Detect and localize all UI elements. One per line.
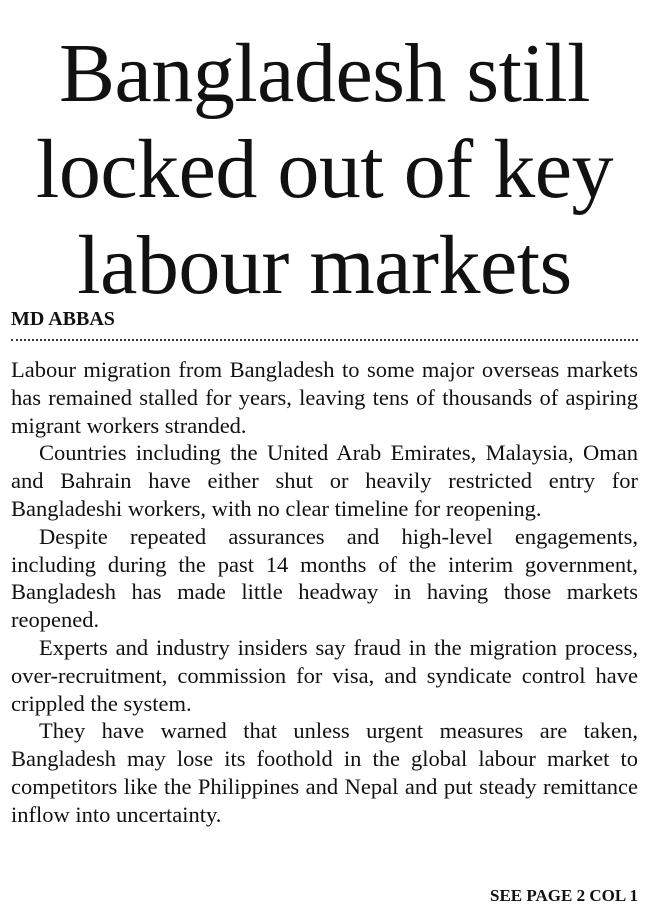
- headline-line: locked out of key: [36, 123, 613, 216]
- paragraph: Labour migration from Bangladesh to some major overseas markets has remained stalled for years, leaving tens of thousands of aspiring migrant workers stranded.: [11, 357, 638, 438]
- headline-line: Bangladesh still: [59, 27, 590, 120]
- byline: MD ABBAS: [11, 308, 115, 330]
- dotted-divider: [11, 339, 638, 341]
- headline: [0, 26, 649, 314]
- paragraph: They have warned that unless urgent measures are taken, Bangladesh may lose its foothold in the global labour market to competitors like the Philippines and Nepal and put steady remittance inflow into uncertainty.: [11, 718, 638, 827]
- paragraph: Despite repeated assurances and high-level engagements, including during the past 14 months of the interim government, Bangladesh has made little headway in having those markets reopened.: [11, 523, 638, 633]
- continuation-note: SEE PAGE 2 COL 1: [490, 886, 638, 905]
- paragraph: Countries including the United Arab Emirates, Malaysia, Oman and Bahrain have either shut or heavily restricted entry for Bangladeshi workers, with no clear timeline for reopening.: [11, 440, 638, 521]
- headline-line: labour markets: [77, 219, 572, 312]
- article-body: [11, 356, 638, 829]
- paragraph: Experts and industry insiders say fraud in the migration process, over-recruitment, commission for visa, and syndicate control have crippled the system.: [11, 634, 638, 716]
